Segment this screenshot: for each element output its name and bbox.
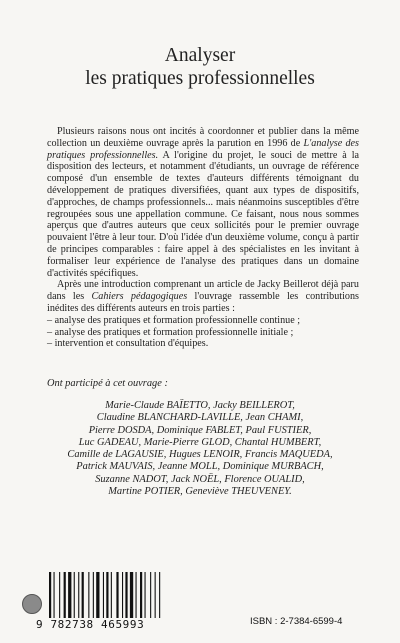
barcode-bar [150, 572, 151, 618]
barcode-bar [159, 572, 160, 618]
barcode-bar [93, 572, 94, 618]
book-reference: L'analyse des pratiques professionnelles. [47, 137, 359, 161]
barcode-bar [49, 572, 51, 618]
part-item: – analyse des pratiques et formation professionnelle continue ; [47, 314, 301, 326]
contributors-heading: Ont participé à cet ouvrage : [47, 378, 168, 389]
ean-digits: 9 782738 465993 [36, 618, 145, 631]
barcode-bar [82, 572, 84, 618]
barcode-bar [64, 572, 66, 618]
barcode-bar [103, 572, 104, 618]
barcode-bar [96, 572, 99, 618]
barcode-bar [155, 572, 156, 618]
contributors-line: Suzanne NADOT, Jack NOËL, Florence OUALID, [95, 473, 305, 485]
blurb-text: l'ouvrage rassemble les contributions inédites des différents auteurs en trois parties : [47, 291, 360, 314]
blurb-text: A l'origine du projet, le souci de mettre à la disposition des lecteurs, et notamment d'étudiants, un ouvrage de référence composé d'un ensemble de textes d'auteurs différents témoignant du développement de pratiques diversifiées, quant aux types de dispositifs, d'approches, de champs professionnels... mais néanmoins susceptibles d'être regroupées sous une appellation commune. Ce faisant, nous nous sommes aperçus que d'autres auteurs que ceux sollicités pour le premier ouvrage pouvaient l'être à leur tour. D'où l'idée d'un deuxième volume, conçu à partir de principes comparables : faire appel à des spécialistes en les invitant à formaliser leur expérience de l'analyse des pratiques dans un domaine d'activités spécifiques. [47, 149, 359, 279]
barcode-bar [88, 572, 89, 618]
blurb-paragraph-2 [47, 279, 359, 314]
blurb-text: Plusieurs raisons nous ont incités à coordonner et publier dans la même collection un deuxième ouvrage après la parution en 1996 de [47, 126, 359, 149]
journal-reference: Cahiers pédagogiques [91, 291, 188, 303]
barcode-bar [68, 572, 71, 618]
blurb [47, 126, 359, 350]
book-title [0, 44, 400, 90]
barcode-bar [136, 572, 137, 618]
barcode-bar [116, 572, 118, 618]
barcode-bar [74, 572, 75, 618]
parts-list [47, 315, 359, 350]
contributors-list [0, 400, 400, 498]
barcode-bar [140, 572, 142, 618]
barcode-bar [125, 572, 127, 618]
barcode-bar [145, 572, 146, 618]
title-line-2: les pratiques professionnelles [85, 68, 315, 89]
blurb-paragraph-1 [47, 126, 359, 279]
barcode-bar [59, 572, 60, 618]
contributors-line: Camille de LAGAUSIE, Hugues LENOIR, Francis MAQUEDA, [67, 449, 333, 461]
contributors-line: Patrick MAUVAIS, Jeanne MOLL, Dominique MURBACH, [76, 461, 324, 473]
barcode-bar [54, 572, 55, 618]
globe-logo-icon [22, 594, 42, 614]
contributors-line: Luc GADEAU, Marie-Pierre GLOD, Chantal HUMBERT, [78, 436, 322, 448]
contributors-line: Claudine BLANCHARD-LAVILLE, Jean CHAMI, [96, 412, 304, 424]
contributors-line: Marie-Claude BAÏETTO, Jacky BEILLEROT, [105, 400, 295, 411]
barcode-bar [78, 572, 79, 618]
blurb-text: Après une introduction comprenant un article de Jacky Beillerot déjà paru dans les [47, 279, 359, 303]
barcode [22, 572, 222, 632]
contributors-line: Pierre DOSDA, Dominique FABLET, Paul FUSTIER, [88, 424, 312, 436]
barcode-bars [49, 572, 199, 618]
part-item: – analyse des pratiques et formation professionnelle initiale ; [47, 326, 294, 338]
title-line-1: Analyser [164, 45, 236, 66]
barcode-bar [111, 572, 112, 618]
isbn-label: ISBN : 2-7384-6599-4 [250, 616, 343, 627]
part-item: – intervention et consultation d'équipes. [47, 338, 209, 350]
contributors-line: Martine POTIER, Geneviève THEUVENEY. [108, 486, 292, 498]
barcode-bar [106, 572, 108, 618]
barcode-bar [122, 572, 123, 618]
barcode-bar [130, 572, 133, 618]
